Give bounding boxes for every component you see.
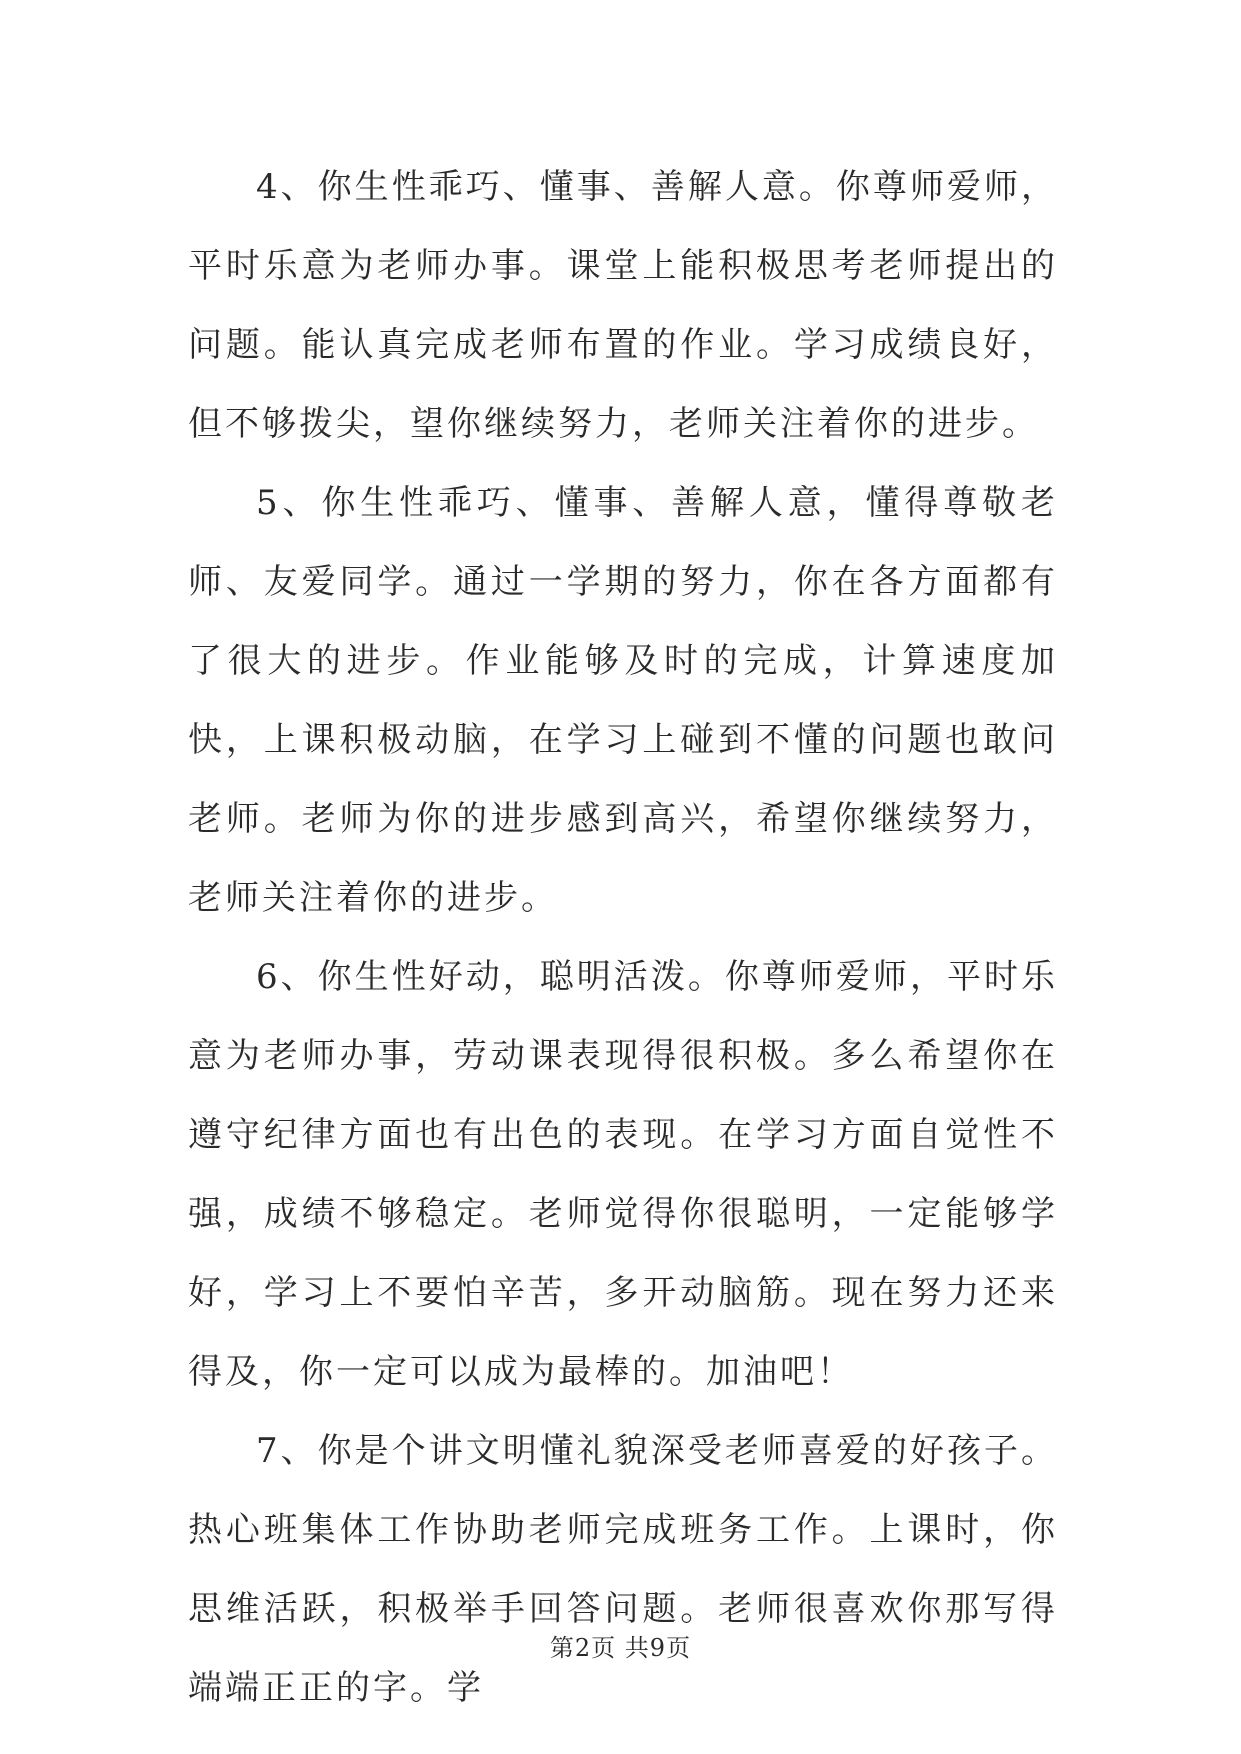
paragraph-4: 4、你生性乖巧、懂事、善解人意。你尊师爱师，平时乐意为老师办事。课堂上能积极思考老师提出的问题。能认真完成老师布置的作业。学习成绩良好，但不够拨尖，望你继续努力，老师关注着你的进步。 — [188, 167, 1058, 444]
page-number-footer: 第2页 共9页 — [549, 1634, 692, 1662]
paragraph-6: 6、你生性好动，聪明活泼。你尊师爱师，平时乐意为老师办事，劳动课表现得很积极。多么希望你在遵守纪律方面也有出色的表现。在学习方面自觉性不强，成绩不够稳定。老师觉得你很聪明，一定能够学好，学习上不要怕辛苦，多开动脑筋。现在努力还来得及，你一定可以成为最棒的。加油吧！ — [188, 957, 1058, 1392]
document-body — [188, 148, 1058, 1728]
paragraph-7: 7、你是个讲文明懂礼貌深受老师喜爱的好孩子。热心班集体工作协助老师完成班务工作。上课时，你思维活跃，积极举手回答问题。老师很喜欢你那写得端端正正的字。学 — [188, 1431, 1058, 1708]
paragraph-5: 5、你生性乖巧、懂事、善解人意，懂得尊敬老师、友爱同学。通过一学期的努力，你在各方面都有了很大的进步。作业能够及时的完成，计算速度加快，上课积极动脑，在学习上碰到不懂的问题也敢问老师。老师为你的进步感到高兴，希望你继续努力，老师关注着你的进步。 — [188, 483, 1058, 918]
